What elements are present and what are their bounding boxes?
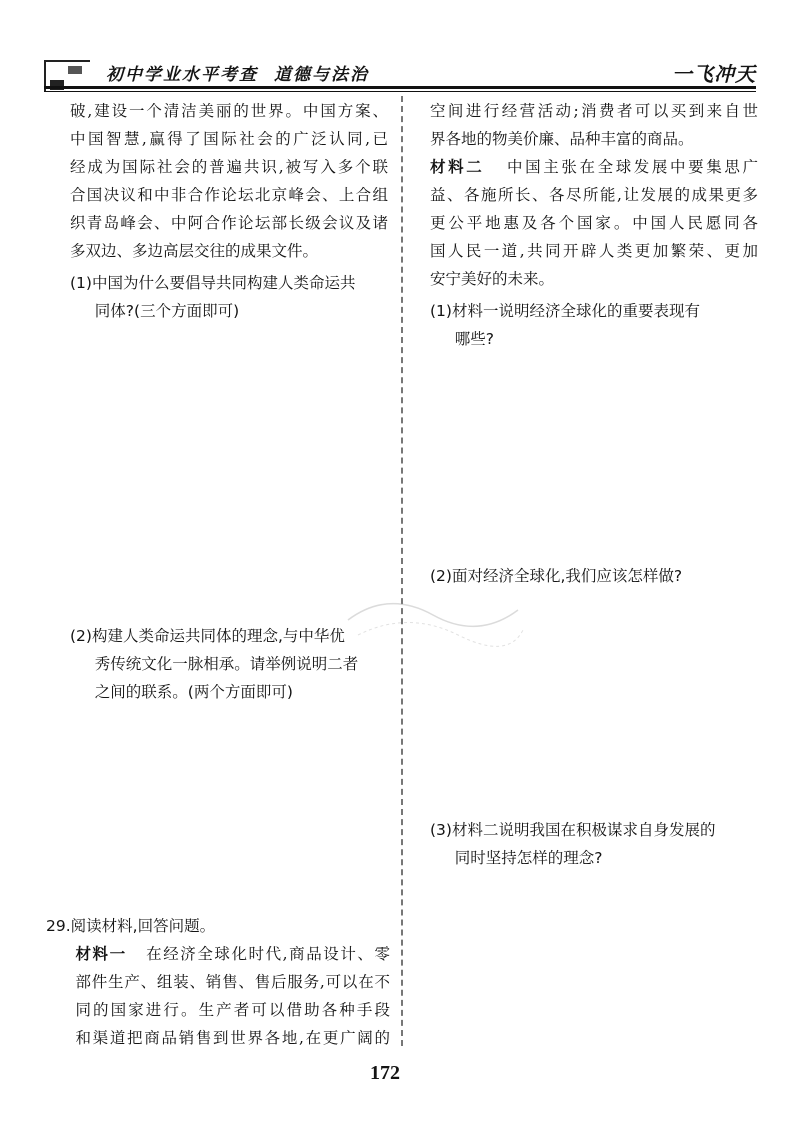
text-line — [46, 940, 390, 968]
text-line: 界各地的物美价廉、品种丰富的商品。 — [430, 130, 694, 148]
text-line: (3)材料二说明我国在积极谋求自身发展的 — [430, 821, 716, 839]
question-29-3 — [430, 816, 758, 872]
text-line: 哪些? — [454, 330, 495, 348]
text-line: 部件生产、组装、销售、售后服务,可以在不 — [75, 973, 390, 991]
question-heading: 29.阅读材料,回答问题。 — [46, 917, 216, 935]
material-2-label: 材料二 — [430, 157, 485, 176]
text-line: 破,建设一个清洁美丽的世界。中国方案、 — [70, 102, 388, 120]
text-line: 织青岛峰会、中阿合作论坛部长级会议及诸 — [70, 214, 388, 232]
text-line: 更公平地惠及各个国家。中国人民愿同各 — [430, 214, 758, 232]
text-line: 之间的联系。(两个方面即可) — [94, 683, 293, 701]
text-line: 空间进行经营活动;消费者可以买到来自世 — [430, 102, 758, 120]
text-line: (1)中国为什么要倡导共同构建人类命运共 — [70, 274, 356, 292]
text-span: 在经济全球化时代,商品设计、零 — [146, 945, 390, 963]
text-line: (2)面对经济全球化,我们应该怎样做? — [430, 567, 683, 585]
text-line — [430, 153, 758, 181]
material-continued — [430, 97, 758, 293]
text-line: 同体?(三个方面即可) — [94, 302, 240, 320]
header-title — [106, 60, 369, 85]
intro-passage — [70, 97, 388, 265]
text-line: 中国智慧,赢得了国际社会的广泛认同,已 — [70, 130, 388, 148]
text-line: 同的国家进行。生产者可以借助各种手段 — [75, 1001, 390, 1019]
text-line: 安宁美好的未来。 — [430, 270, 555, 288]
text-line: 经成为国际社会的普遍共识,被写入多个联 — [70, 158, 388, 176]
text-line: 和渠道把商品销售到世界各地,在更广阔的 — [75, 1029, 390, 1047]
header-rule — [44, 86, 756, 89]
text-line: 秀传统文化一脉相承。请举例说明二者 — [94, 655, 359, 673]
question-29 — [46, 912, 390, 1052]
text-line: (2)构建人类命运共同体的理念,与中华优 — [70, 627, 345, 645]
text-line: 益、各施所长、各尽所能,让发展的成果更多 — [430, 186, 758, 204]
text-line: (1)材料一说明经济全球化的重要表现有 — [430, 302, 700, 320]
text-line: 多双边、多边高层交往的成果文件。 — [70, 242, 319, 260]
text-span: 中国主张在全球发展中要集思广 — [507, 158, 758, 176]
text-line: 合国决议和中非合作论坛北京峰会、上合组 — [70, 186, 388, 204]
book-title: 初中学业水平考查 — [106, 65, 258, 85]
faint-stamp-mark — [338, 580, 528, 660]
question-28-1 — [70, 269, 388, 325]
page-number: 172 — [370, 1062, 400, 1084]
text-line: 国人民一道,共同开辟人类更加繁荣、更加 — [430, 242, 758, 260]
subject-title: 道德与法治 — [274, 65, 369, 85]
header-rule-thin — [44, 91, 756, 92]
material-1-label: 材料一 — [75, 944, 127, 963]
column-divider — [401, 96, 403, 1046]
question-29-1 — [430, 297, 758, 353]
brand-label: 一飞冲天 — [672, 62, 756, 86]
text-line: 同时坚持怎样的理念? — [454, 849, 603, 867]
